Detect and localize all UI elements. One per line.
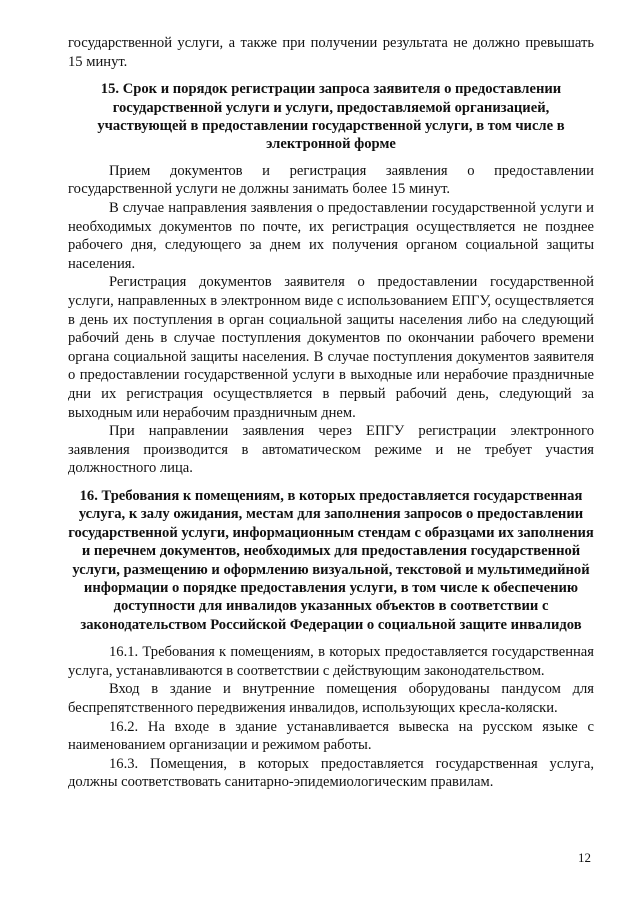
section-15-paragraph-4: При направлении заявления через ЕПГУ регистрации электронного заявления производится в автоматическом режиме и не требует участия должностного лица. (68, 423, 594, 477)
section-16-paragraph-4: 16.3. Помещения, в которых предоставляется государственная услуга, должны соответствовать санитарно-эпидемиологическим правилам. (68, 755, 594, 791)
page-number: 12 (578, 850, 591, 865)
section-15-paragraph-2: В случае направления заявления о предоставлении государственной услуги и необходимых документов по почте, их регистрация осуществляется не позднее рабочего дня, следующего за днем их получения органом социальной защиты населения. (68, 200, 594, 272)
section-16-paragraph-3: 16.2. На входе в здание устанавливается вывеска на русском языке с наименованием организации и режимом работы. (68, 718, 594, 754)
section-16-heading: 16. Требования к помещениям, в которых предоставляется государственная услуга, к залу ожидания, местам для заполнения запросов о предоставлении государственной услуги, информационным стендам с образцами их заполнения и перечнем документов, необходимых для предоставления государственной услуги, размещению и оформлению визуальной, текстовой и мультимедийной информации о порядке предоставления услуги, в том числе к обеспечению доступности для инвалидов указанных объектов в соответствии с законодательством Российской Федерации о социальной защите инвалидов (68, 487, 594, 633)
page-content (68, 34, 594, 792)
section-15-paragraph-3: Регистрация документов заявителя о предоставлении государственной услуги, направленных в электронном виде с использованием ЕПГУ, осуществляется в день их поступления в орган социальной защиты населения либо на следующий рабочий день в случае поступления документов по окончании рабочего времени органа социальной защиты населения. В случае поступления документов заявителя о предоставлении государственной услуги в выходные или нерабочие праздничные дни их регистрация осуществляется в первый рабочий день, следующий за выходным или нерабочим праздничным днем. (68, 274, 594, 421)
section-16-paragraph-1: 16.1. Требования к помещениям, в которых предоставляется государственная услуга, устанавливаются в соответствии с действующим законодательством. (68, 644, 594, 679)
section-15-heading: 15. Срок и порядок регистрации запроса заявителя о предоставлении государственной услуги и услуги, предоставляемой организацией, участвующей в предоставлении государственной услуги, в том числе в электронной форме (97, 81, 565, 153)
intro-paragraph: государственной услуги, а также при получении результата не должно превышать 15 минут. (68, 35, 594, 70)
section-16-paragraph-2: Вход в здание и внутренние помещения оборудованы пандусом для беспрепятственного передвижения инвалидов, использующих кресла-коляски. (68, 681, 594, 716)
section-15-paragraph-1: Прием документов и регистрация заявления о предоставлении государственной услуги не должны занимать более 15 минут. (68, 162, 594, 198)
